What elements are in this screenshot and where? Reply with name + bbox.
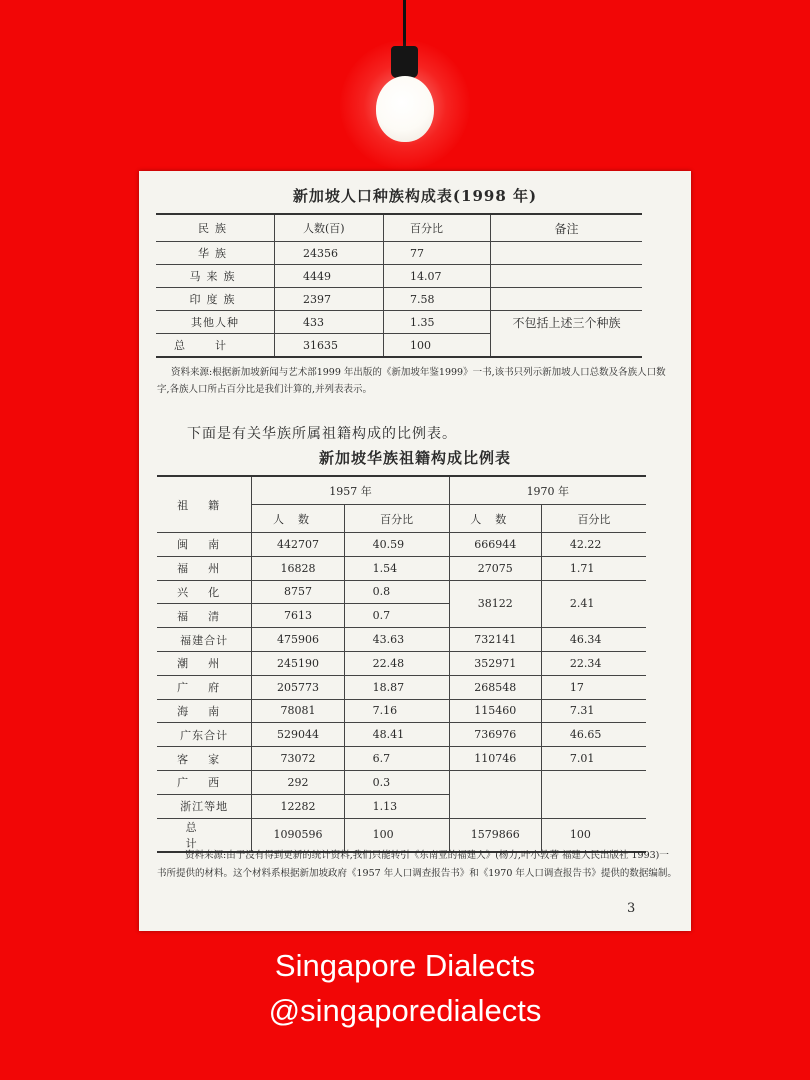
pct-1970: 46.65 [541, 723, 646, 747]
row-population: 2397 [275, 288, 384, 311]
header-percentage: 百分比 [384, 214, 491, 242]
row-percentage: 1.35 [384, 311, 491, 334]
row-percentage: 77 [384, 242, 491, 265]
pct-1957: 1.13 [344, 794, 449, 818]
table-row [157, 699, 646, 723]
row-remark [491, 265, 643, 288]
count-1970: 352971 [449, 651, 541, 675]
row-label: 潮州 [157, 651, 252, 675]
light-bulb-icon [376, 76, 434, 142]
pct-1957: 40.59 [344, 533, 449, 557]
count-1970-merged: 38122 [449, 580, 541, 628]
pct-1957: 43.63 [344, 628, 449, 652]
table-row [157, 675, 646, 699]
pct-1957: 22.48 [344, 651, 449, 675]
count-1970: 1579866 [449, 818, 541, 852]
row-label: 浙江等地 [157, 794, 252, 818]
table-row [157, 651, 646, 675]
row-percentage: 7.58 [384, 288, 491, 311]
table-row [156, 311, 642, 334]
count-1957: 529044 [252, 723, 344, 747]
row-label: 兴化 [157, 580, 252, 604]
row-label: 福清 [157, 604, 252, 628]
row-remark [491, 242, 643, 265]
row-label: 广府 [157, 675, 252, 699]
pct-1957: 18.87 [344, 675, 449, 699]
header-ancestry: 祖籍 [157, 476, 252, 533]
table-row [157, 770, 646, 794]
book-page [139, 171, 691, 931]
row-label: 总计 [157, 818, 252, 852]
pct-1970-empty [541, 770, 646, 818]
header-pct-1957: 百分比 [344, 505, 449, 533]
count-1957: 78081 [252, 699, 344, 723]
pct-1970: 42.22 [541, 533, 646, 557]
count-1970: 666944 [449, 533, 541, 557]
intro-text: 下面是有关华族所属祖籍构成的比例表。 [187, 426, 457, 442]
count-1957: 12282 [252, 794, 344, 818]
row-label: 华族 [156, 242, 275, 265]
caption-title: Singapore Dialects [274, 948, 536, 983]
table-row [157, 533, 646, 557]
lamp-socket [391, 46, 418, 78]
count-1957: 442707 [252, 533, 344, 557]
count-1970: 115460 [449, 699, 541, 723]
pct-1957: 0.3 [344, 770, 449, 794]
table1-source-note: 资料来源:根据新加坡新闻与艺术部1999 年出版的《新加坡年鉴1999》一书,该书只列示新加坡人口总数及各族人口数字,各族人口所占百分比是我们计算的,并列表表示。 [157, 367, 666, 395]
table-row [156, 334, 642, 358]
count-1970: 732141 [449, 628, 541, 652]
row-label: 印度族 [156, 288, 275, 311]
row-percentage: 14.07 [384, 265, 491, 288]
count-1970-empty [449, 770, 541, 818]
count-1957: 1090596 [252, 818, 344, 852]
row-label: 福建合计 [157, 628, 252, 652]
row-population: 24356 [275, 242, 384, 265]
row-label: 广西 [157, 770, 252, 794]
row-label: 客家 [157, 747, 252, 771]
count-1957: 8757 [252, 580, 344, 604]
table-row [157, 723, 646, 747]
pct-1970: 22.34 [541, 651, 646, 675]
pct-1970: 7.31 [541, 699, 646, 723]
count-1957: 16828 [252, 556, 344, 580]
count-1957: 73072 [252, 747, 344, 771]
row-remark: 不包括上述三个种族 [491, 311, 643, 334]
count-1957: 205773 [252, 675, 344, 699]
pct-1957: 100 [344, 818, 449, 852]
header-count-1957: 人数 [252, 505, 344, 533]
row-label: 广东合计 [157, 723, 252, 747]
table-row [157, 556, 646, 580]
row-label: 福州 [157, 556, 252, 580]
pct-1970: 1.71 [541, 556, 646, 580]
count-1970: 736976 [449, 723, 541, 747]
pct-1957: 0.8 [344, 580, 449, 604]
table-row [157, 747, 646, 771]
table-row [156, 265, 642, 288]
row-population: 433 [275, 311, 384, 334]
table-row [156, 288, 642, 311]
header-pct-1970: 百分比 [541, 505, 646, 533]
pct-1970-merged: 2.41 [541, 580, 646, 628]
table-row [157, 580, 646, 604]
pct-1970: 100 [541, 818, 646, 852]
count-1970: 268548 [449, 675, 541, 699]
ancestry-composition-table [157, 475, 646, 853]
row-remark [491, 288, 643, 311]
row-label: 海南 [157, 699, 252, 723]
pct-1957: 0.7 [344, 604, 449, 628]
row-label: 闽南 [157, 533, 252, 557]
pct-1970: 46.34 [541, 628, 646, 652]
count-1957: 245190 [252, 651, 344, 675]
row-label: 其他人种 [156, 311, 275, 334]
count-1970: 27075 [449, 556, 541, 580]
table-row [157, 628, 646, 652]
header-ethnicity: 民族 [156, 214, 275, 242]
header-remarks: 备注 [491, 214, 643, 242]
table2-title: 新加坡华族祖籍构成比例表 [318, 449, 511, 467]
pct-1957: 1.54 [344, 556, 449, 580]
header-count-1970: 人数 [449, 505, 541, 533]
pct-1970: 7.01 [541, 747, 646, 771]
row-percentage: 100 [384, 334, 491, 358]
header-year-1957: 1957 年 [252, 476, 449, 505]
pct-1957: 48.41 [344, 723, 449, 747]
table-row [156, 242, 642, 265]
pct-1970: 17 [541, 675, 646, 699]
pct-1957: 7.16 [344, 699, 449, 723]
header-population: 人数(百) [275, 214, 384, 242]
caption-handle: @singaporedialects [268, 993, 542, 1028]
row-remark [491, 334, 643, 358]
row-population: 31635 [275, 334, 384, 358]
row-label: 马来族 [156, 265, 275, 288]
row-population: 4449 [275, 265, 384, 288]
page-number: 3 [627, 901, 636, 916]
table-header-row [157, 476, 646, 505]
ethnic-composition-table [156, 213, 642, 358]
row-label: 总计 [156, 334, 275, 358]
header-year-1970: 1970 年 [449, 476, 646, 505]
table-header-row [156, 214, 642, 242]
count-1970: 110746 [449, 747, 541, 771]
table2-source-note: 资料来源:由于没有得到更新的统计资料,我们只能转引《东南亚的福建人》(杨力,叶小敦著 福建人民出版社 1993)一书所提供的材料。这个材料系根据新加坡政府《1957 年人口调查报告书》和《1970 年人口调查报告书》提供的数据编制。 [157, 850, 677, 879]
pct-1957: 6.7 [344, 747, 449, 771]
count-1957: 475906 [252, 628, 344, 652]
table1-title: 新加坡人口种族构成表(1998 年) [292, 187, 538, 205]
count-1957: 7613 [252, 604, 344, 628]
count-1957: 292 [252, 770, 344, 794]
